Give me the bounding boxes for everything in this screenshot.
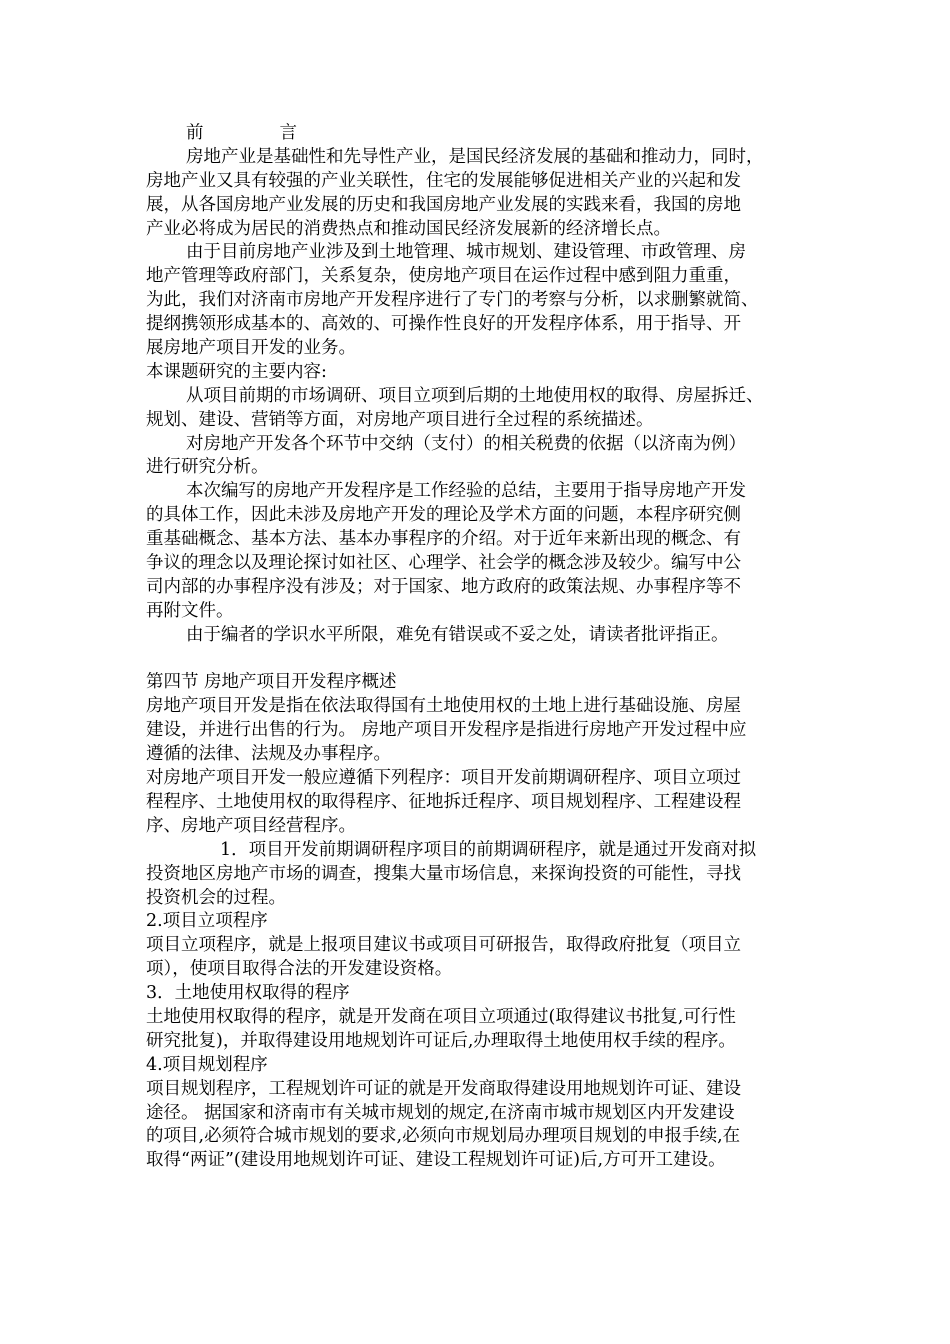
preface-title: 前 言 xyxy=(186,123,297,143)
item-4-body: 项目规划程序，工程规划许可证的就是开发商取得建设用地规划许可证、建设 途径。 据国家和济南市有关城市规划的规定,在济南市城市规划区内开发建设 的项目,必须符合城市规划的要求,必须向市规划局办理项目规划的申报手续,在 取得“两证”(建设用地规划许可证、建设工程规划许可证)后,方可开工建设。 xyxy=(146,1078,741,1171)
content-heading: 本课题研究的主要内容: xyxy=(146,361,327,382)
section-paragraph-2: 对房地产项目开发一般应遵循下列程序：项目开发前期调研程序、项目立项过 程程序、土地使用权的取得程序、征地拆迁程序、项目规划程序、工程建设程 序、房地产项目经营程序。 xyxy=(146,768,741,836)
section-heading: 第四节 房地产项目开发程序概述 xyxy=(146,672,397,693)
item-4-title: 4.项目规划程序 xyxy=(146,1054,268,1075)
section-paragraph-1: 房地产项目开发是指在依法取得国有土地使用权的土地上进行基础设施、房屋 建设，并进行出售的行为。 房地产项目开发程序是指进行房地产开发过程中应 遵循的法律、法规及办事程序。 xyxy=(146,696,747,765)
preface-paragraph-2: 由于目前房地产业涉及到土地管理、城市规划、建设管理、市政管理、房 地产管理等政府部门，关系复杂，使房地产项目在运作过程中感到阻力重重， 为此，我们对济南市房地产开发程序进行了专门的考察与分析，以求删繁就简、 提纲携领形成基本的、高效的、可操作性良好的开发程序体系，用于指导、开 展房地产项目开发的业务。 xyxy=(146,242,759,359)
item-2-title: 2.项目立项程序 xyxy=(146,911,268,932)
preface-paragraph-4: 对房地产开发各个环节中交纳（支付）的相关税费的依据（以济南为例） 进行研究分析。 xyxy=(146,433,746,478)
item-2-body: 项目立项程序，就是上报项目建议书或项目可研报告，取得政府批复（项目立 项），使项目取得合法的开发建设资格。 xyxy=(146,935,741,980)
blank-line xyxy=(146,648,806,672)
document-page xyxy=(146,122,806,1173)
preface-paragraph-3: 从项目前期的市场调研、项目立项到后期的土地使用权的取得、房屋拆迁、 规划、建设、营销等方面，对房地产项目进行全过程的系统描述。 xyxy=(146,385,764,430)
item-3-title: 3．土地使用权取得的程序 xyxy=(146,983,350,1004)
preface-paragraph-6: 由于编者的学识水平所限，难免有错误或不妥之处，请读者批评指正。 xyxy=(186,624,729,645)
item-3-body: 土地使用权取得的程序，就是开发商在项目立项通过(取得建议书批复,可行性 研究批复)，并取得建设用地规划许可证后,办理取得土地使用权手续的程序。 xyxy=(146,1006,736,1051)
item-1: 1．项目开发前期调研程序项目的前期调研程序，就是通过开发商对拟 投资地区房地产市场的调查，搜集大量市场信息，来探询投资的可能性，寻找 投资机会的过程。 xyxy=(146,839,757,908)
preface-paragraph-1: 房地产业是基础性和先导性产业，是国民经济发展的基础和推动力，同时， 房地产业又具有较强的产业关联性，住宅的发展能够促进相关产业的兴起和发 展，从各国房地产业发展的历史和我国房地产业发展的实践来看，我国的房地 产业必将成为居民的消费热点和推动国民经济发展新的经济增长点。 xyxy=(146,146,764,239)
preface-paragraph-5: 本次编写的房地产开发程序是工作经验的总结，主要用于指导房地产开发 的具体工作，因此未涉及房地产开发的理论及学术方面的问题，本程序研究侧 重基础概念、基本方法、基本办事程序的介绍。对于近年来新出现的概念、有 争议的理念以及理论探讨如社区、心理学、社会学的概念涉及较少。编写中公 司内部的办事程序没有涉及；对于国家、地方政府的政策法规、办事程序等不 再附文件。 xyxy=(146,481,746,621)
